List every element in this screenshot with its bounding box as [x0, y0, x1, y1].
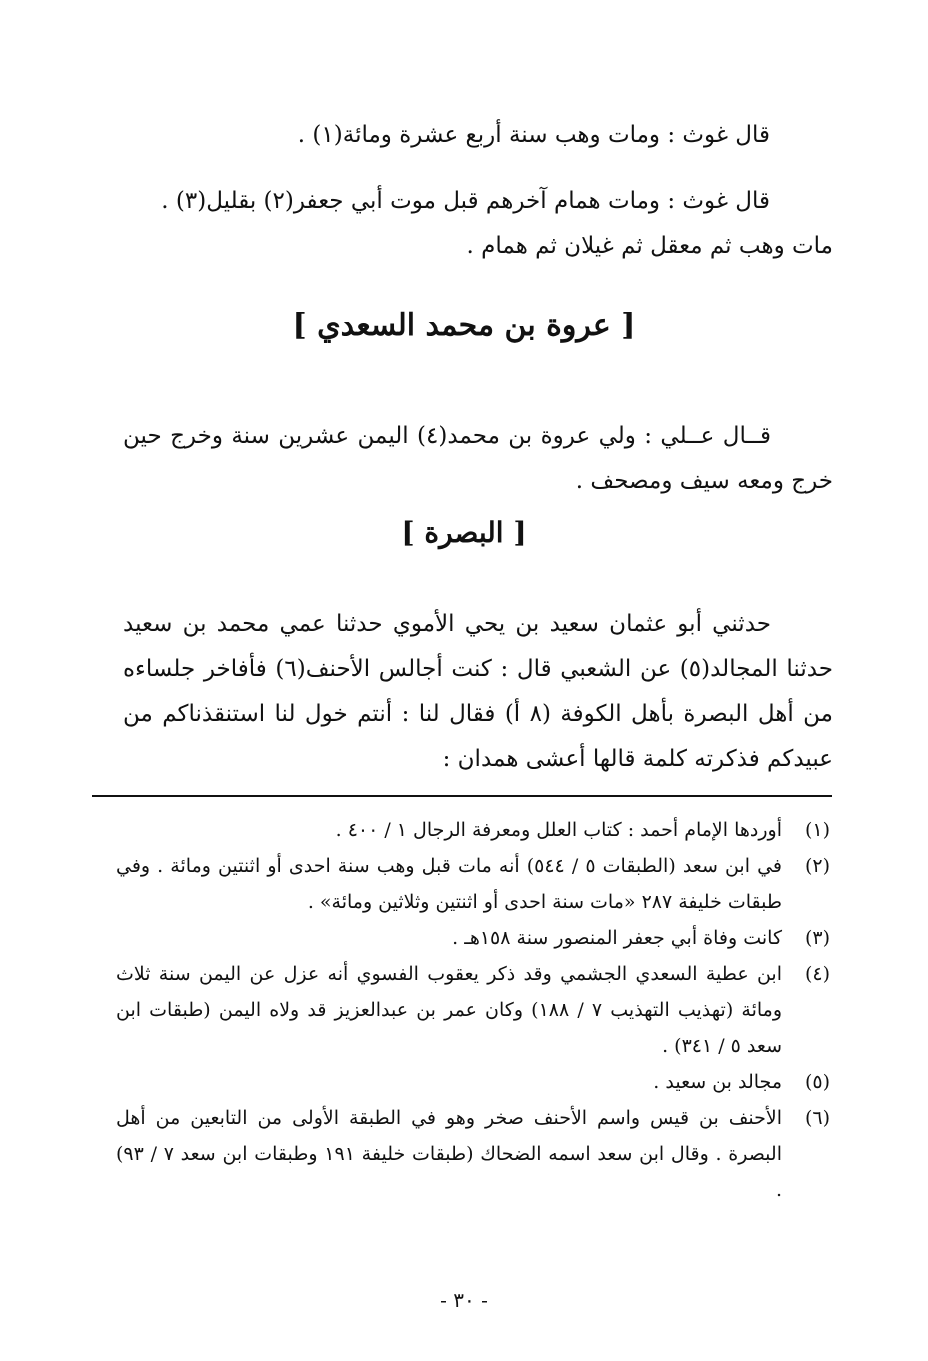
footnote-number: (٢)	[804, 855, 830, 877]
footnote-text: أوردها الإمام أحمد : كتاب العلل ومعرفة الرجال ١ / ٤٠٠ .	[335, 819, 782, 841]
text-line-order: مات وهب ثم معقل ثم غيلان ثم همام .	[466, 233, 833, 259]
footnotes	[116, 812, 830, 1208]
footnote-3	[116, 920, 830, 956]
paragraph-basra-text: حدثني أبو عثمان سعيد بن يحي الأموي حدثنا عمي محمد بن سعيد حدثنا المجالد(٥) عن الشعبي قال : كنت أجالس الأحنف(٦) فأفاخر جلساءه من أهل البصرة بأهل الكوفة (٨ أ) فقال لنا : أنتم خول لنا استنقذناكم من عبيدكم فذكرته كلمة قالها أعشى همدان :	[123, 611, 834, 772]
paragraph-urwa	[123, 414, 833, 504]
footnote-number: (٥)	[804, 1071, 830, 1093]
section-heading-basra: [ البصرة ]	[401, 516, 527, 549]
footnote-number: (١)	[804, 819, 830, 841]
footnote-text: في ابن سعد (الطبقات ٥ / ٥٤٤) أنه مات قبل وهب سنة احدى أو اثنتين ومائة . وفي طبقات خليفة ٢٨٧ «مات سنة احدى أو اثنتين وثلاثين ومائة» .	[116, 855, 782, 913]
page-number: - ٣٠ -	[440, 1288, 488, 1312]
text-line-ghawth-1: قال غوث : ومات وهب سنة أربع عشرة ومائة(١) .	[297, 122, 770, 148]
paragraph-basra	[123, 602, 833, 782]
footnote-text: الأحنف بن قيس واسم الأحنف صخر وهو في الطبقة الأولى من التابعين من أهل البصرة . وقال ابن سعد اسمه الضحاك (طبقات خليفة ١٩١ وطبقات ابن سعد ٧ / ٩٣) .	[116, 1107, 782, 1201]
footnote-text: مجالد بن سعيد .	[653, 1071, 782, 1093]
paragraph-urwa-text: قــال عــلي : ولي عروة بن محمد(٤) اليمن عشرين سنة وخرج حين خرج ومعه سيف ومصحف .	[123, 423, 833, 494]
footnote-4	[116, 956, 830, 1064]
footnote-separator	[92, 795, 832, 797]
footnote-2	[116, 848, 830, 920]
footnote-6	[116, 1100, 830, 1208]
footnote-1	[116, 812, 830, 848]
footnote-number: (٦)	[804, 1107, 830, 1129]
footnote-number: (٣)	[804, 927, 830, 949]
footnote-5	[116, 1064, 830, 1100]
footnote-text: كانت وفاة أبي جعفر المنصور سنة ١٥٨هـ .	[452, 927, 782, 949]
footnote-text: ابن عطية السعدي الجشمي وقد ذكر يعقوب الفسوي أنه عزل عن اليمن سنة ثلاث ومائة (تهذيب التهذيب ٧ / ١٨٨) وكان عمر بن عبدالعزيز قد ولاه اليمن (طبقات ابن سعد ٥ / ٣٤١) .	[116, 963, 782, 1057]
footnote-number: (٤)	[804, 963, 830, 985]
section-heading-urwa: [ عروة بن محمد السعدي ]	[292, 308, 636, 343]
text-line-ghawth-2: قال غوث : ومات همام آخرهم قبل موت أبي جعفر(٢) بقليل(٣) .	[161, 188, 770, 214]
